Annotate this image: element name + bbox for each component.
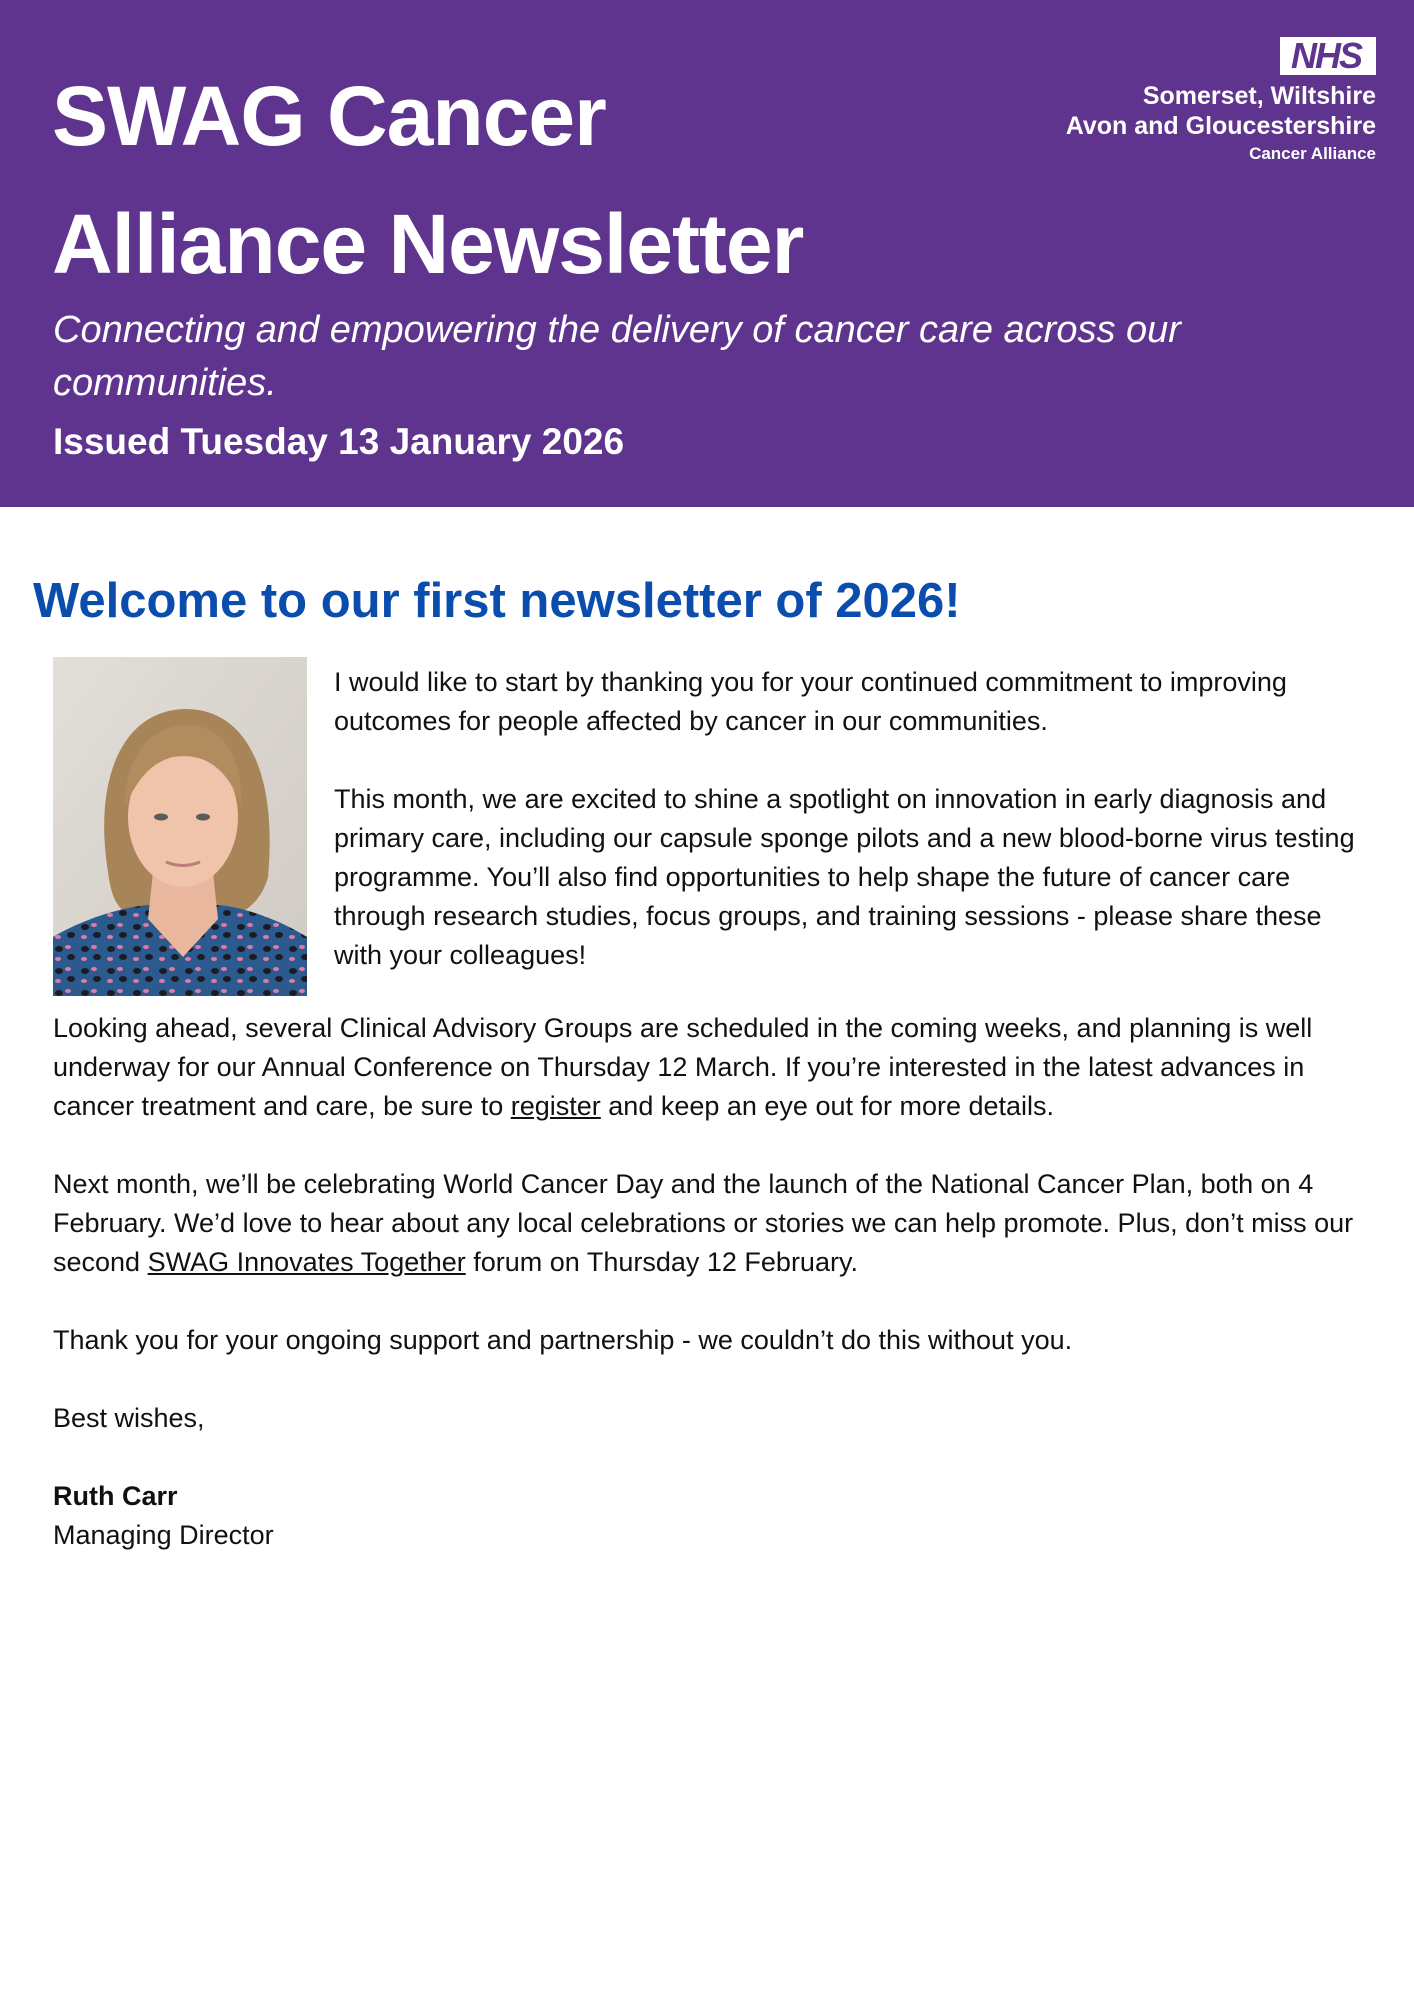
signature-role: Managing Director [53, 1520, 274, 1550]
paragraph-text: and keep an eye out for more details. [600, 1091, 1055, 1121]
newsletter-title [52, 52, 803, 308]
logo-text-line-1: Somerset, Wiltshire [1142, 82, 1376, 110]
title-line-1: SWAG Cancer [52, 69, 606, 163]
welcome-heading: Welcome to our first newsletter of 2026! [33, 574, 961, 628]
register-link[interactable]: register [510, 1091, 601, 1121]
paragraph-text: Next month, we’ll be celebrating World Cancer Day and the launch of the National Cancer Plan, both on 4 February. We’d love to hear about any local celebrations or stories we can help promote. Plus, don’t miss our second [53, 1169, 1354, 1277]
intro-paragraph-2: This month, we are excited to shine a spotlight on innovation in early diagnosis and primary care, including our capsule sponge pilots and a new blood-borne virus testing programme. You’ll also find opportunities to help shape the future of cancer care through research studies, focus groups, and training sessions - please share these with your colleagues! [334, 784, 1355, 970]
thank-you-paragraph: Thank you for your ongoing support and partnership - we couldn’t do this without you. [53, 1325, 1073, 1355]
portrait-image-icon [53, 657, 307, 996]
author-photo [53, 657, 307, 996]
conference-paragraph [53, 1009, 1373, 1126]
welcome-body [53, 1009, 1373, 1555]
signature-name: Ruth Carr [53, 1481, 178, 1511]
newsletter-header [0, 0, 1414, 507]
world-cancer-day-paragraph [53, 1165, 1373, 1282]
issue-date: Issued Tuesday 13 January 2026 [53, 421, 625, 462]
nhs-cancer-alliance-logo [1066, 37, 1376, 165]
nhs-logo-icon: NHS [1280, 37, 1376, 75]
tagline: Connecting and empowering the delivery of cancer care across our communities. [53, 309, 1181, 404]
swag-innovates-together-link[interactable]: SWAG Innovates Together [147, 1247, 466, 1277]
intro-paragraph-1: I would like to start by thanking you for your continued commitment to improving outcomes for people affected by cancer in our communities. [334, 667, 1287, 736]
title-line-2: Alliance Newsletter [52, 197, 804, 291]
logo-text-line-3: Cancer Alliance [1249, 144, 1376, 163]
logo-text-line-2: Avon and Gloucestershire [1065, 112, 1376, 140]
closing-line: Best wishes, [53, 1403, 205, 1433]
intro-text [334, 663, 1374, 1014]
paragraph-text: forum on Thursday 12 February. [465, 1247, 858, 1277]
paragraph-text: Looking ahead, several Clinical Advisory Groups are scheduled in the coming weeks, and planning is well underway for our Annual Conference on Thursday 12 March. If you’re interested in the latest advances in cancer treatment and care, be sure to [53, 1013, 1313, 1121]
